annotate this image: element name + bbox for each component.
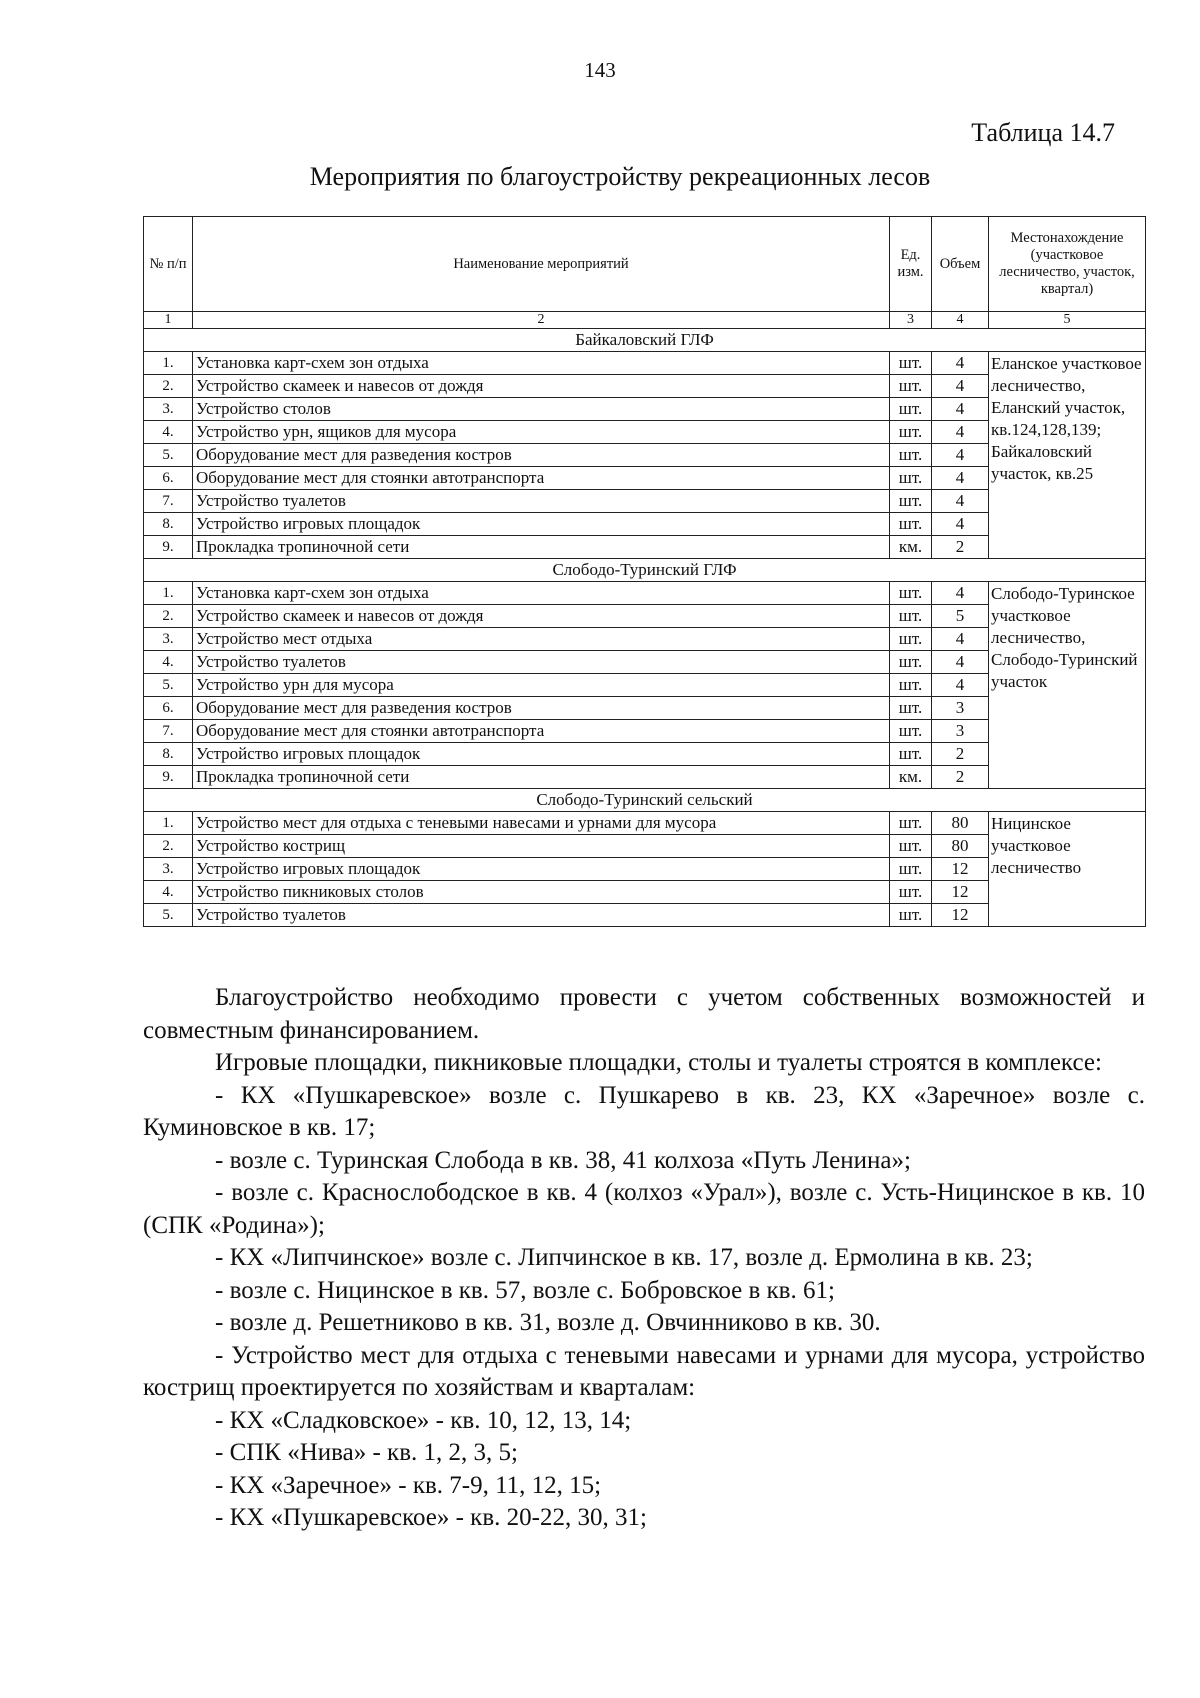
header-unit: Ед. изм.: [890, 217, 932, 312]
activities-table: [143, 216, 1146, 927]
activity-name: Устройство туалетов: [193, 490, 890, 513]
row-number: 8.: [144, 743, 193, 766]
header-number: № п/п: [144, 217, 193, 312]
volume: 4: [932, 490, 989, 513]
volume: 12: [932, 904, 989, 927]
table-label: Таблица 14.7: [971, 118, 1115, 147]
activity-name: Оборудование мест для разведения костров: [193, 697, 890, 720]
activity-name: Устройство мест для отдыха с теневыми навесами и урнами для мусора: [193, 812, 890, 835]
list-item: - Устройство мест для отдыха с теневыми навесами и урнами для мусора, устройство кострищ проектируется по хозяйствам и кварталам:: [143, 1341, 1145, 1401]
activity-name: Оборудование мест для стоянки автотранспорта: [193, 467, 890, 490]
header-location: Местонахождение (участковое лесничество, участок, квартал): [989, 217, 1146, 312]
list-item: - КХ «Липчинское» возле с. Липчинское в кв. 17, возле д. Ермолина в кв. 23;: [215, 1244, 1033, 1271]
row-number: 8.: [144, 513, 193, 536]
volume: 2: [932, 766, 989, 789]
paragraph: Игровые площадки, пикниковые площадки, столы и туалеты строятся в комплексе:: [215, 1049, 1102, 1076]
unit: шт.: [890, 904, 932, 927]
location: Еланское участковое лесничество, Еланский участок, кв.124,128,139; Байкаловский участок, кв.25: [989, 352, 1146, 559]
row-number: 4.: [144, 651, 193, 674]
unit: км.: [890, 536, 932, 559]
column-number: 1: [144, 312, 193, 329]
activity-name: Устройство столов: [193, 398, 890, 421]
list-item: - КХ «Пушкаревское» возле с. Пушкарево в кв. 23, КХ «Заречное» возле с. Куминовское в кв. 17;: [143, 1081, 1145, 1141]
row-number: 1.: [144, 582, 193, 605]
list-item: - возле с. Краснослободское в кв. 4 (колхоз «Урал»), возле с. Усть-Ницинское в кв. 10 (СПК «Родина»);: [143, 1179, 1145, 1239]
activity-name: Устройство урн для мусора: [193, 674, 890, 697]
unit: шт.: [890, 375, 932, 398]
column-number-row: [144, 312, 1146, 329]
list-item: - КХ «Сладковское» - кв. 10, 12, 13, 14;: [215, 1406, 632, 1434]
activity-name: Прокладка тропиночной сети: [193, 536, 890, 559]
body-text: [143, 982, 1145, 1535]
activity-name: Оборудование мест для стоянки автотранспорта: [193, 720, 890, 743]
activity-name: Устройство скамеек и навесов от дождя: [193, 605, 890, 628]
volume: 2: [932, 536, 989, 559]
volume: 4: [932, 444, 989, 467]
volume: 4: [932, 628, 989, 651]
unit: шт.: [890, 835, 932, 858]
unit: шт.: [890, 720, 932, 743]
column-number: 5: [989, 312, 1146, 329]
volume: 4: [932, 467, 989, 490]
unit: шт.: [890, 421, 932, 444]
row-number: 7.: [144, 490, 193, 513]
volume: 2: [932, 743, 989, 766]
activity-name: Устройство урн, ящиков для мусора: [193, 421, 890, 444]
volume: 3: [932, 720, 989, 743]
location: Слободо-Туринское участковое лесничество, Слободо-Туринский участок: [989, 582, 1146, 789]
table-row: [144, 582, 1146, 605]
page-number: 143: [584, 58, 616, 82]
row-number: 5.: [144, 674, 193, 697]
row-number: 7.: [144, 720, 193, 743]
unit: шт.: [890, 812, 932, 835]
activity-name: Установка карт-схем зон отдыха: [193, 582, 890, 605]
row-number: 6.: [144, 697, 193, 720]
activity-name: Прокладка тропиночной сети: [193, 766, 890, 789]
section-header-row: [144, 789, 1146, 812]
volume: 80: [932, 812, 989, 835]
volume: 12: [932, 858, 989, 881]
unit: км.: [890, 766, 932, 789]
unit: шт.: [890, 444, 932, 467]
table-header-row: [144, 217, 1146, 312]
unit: шт.: [890, 881, 932, 904]
column-number: 2: [193, 312, 890, 329]
header-activity-name: Наименование мероприятий: [193, 217, 890, 312]
column-number: 3: [890, 312, 932, 329]
row-number: 5.: [144, 904, 193, 927]
unit: шт.: [890, 858, 932, 881]
volume: 5: [932, 605, 989, 628]
unit: шт.: [890, 697, 932, 720]
unit: шт.: [890, 651, 932, 674]
unit: шт.: [890, 628, 932, 651]
unit: шт.: [890, 743, 932, 766]
activity-name: Оборудование мест для разведения костров: [193, 444, 890, 467]
list-item: - СПК «Нива» - кв. 1, 2, 3, 5;: [215, 1439, 518, 1466]
section-title: Слободо-Туринский сельский: [144, 789, 1146, 812]
volume: 4: [932, 651, 989, 674]
activity-name: Установка карт-схем зон отдыха: [193, 352, 890, 375]
section-title: Байкаловский ГЛФ: [144, 329, 1146, 352]
row-number: 1.: [144, 812, 193, 835]
row-number: 6.: [144, 467, 193, 490]
row-number: 9.: [144, 536, 193, 559]
list-item: - КХ «Пушкаревское» - кв. 20-22, 30, 31;: [215, 1504, 647, 1531]
volume: 4: [932, 352, 989, 375]
list-item: - возле с. Туринская Слобода в кв. 38, 41 колхоза «Путь Ленина»;: [215, 1146, 911, 1174]
unit: шт.: [890, 467, 932, 490]
volume: 4: [932, 582, 989, 605]
unit: шт.: [890, 674, 932, 697]
row-number: 4.: [144, 881, 193, 904]
unit: шт.: [890, 398, 932, 421]
volume: 4: [932, 375, 989, 398]
section-header-row: [144, 329, 1146, 352]
row-number: 9.: [144, 766, 193, 789]
unit: шт.: [890, 513, 932, 536]
activity-name: Устройство игровых площадок: [193, 858, 890, 881]
row-number: 5.: [144, 444, 193, 467]
header-volume: Объем: [932, 217, 989, 312]
row-number: 3.: [144, 398, 193, 421]
table-title: Мероприятия по благоустройству рекреационных лесов: [309, 162, 931, 191]
row-number: 3.: [144, 858, 193, 881]
activity-name: Устройство игровых площадок: [193, 513, 890, 536]
location: Ницинское участковое лесничество: [989, 812, 1146, 927]
volume: 4: [932, 674, 989, 697]
column-number: 4: [932, 312, 989, 329]
activity-name: Устройство пикниковых столов: [193, 881, 890, 904]
row-number: 2.: [144, 605, 193, 628]
row-number: 1.: [144, 352, 193, 375]
unit: шт.: [890, 352, 932, 375]
table-row: [144, 352, 1146, 375]
unit: шт.: [890, 582, 932, 605]
activity-name: Устройство туалетов: [193, 651, 890, 674]
unit: шт.: [890, 490, 932, 513]
table-row: [144, 812, 1146, 835]
list-item: - возле с. Ницинское в кв. 57, возле с. Бобровское в кв. 61;: [215, 1276, 835, 1304]
activity-name: Устройство кострищ: [193, 835, 890, 858]
volume: 4: [932, 421, 989, 444]
section-title: Слободо-Туринский ГЛФ: [144, 559, 1146, 582]
volume: 80: [932, 835, 989, 858]
volume: 3: [932, 697, 989, 720]
volume: 4: [932, 513, 989, 536]
paragraph: Благоустройство необходимо провести с учетом собственных возможностей и совместным финансированием.: [143, 984, 1145, 1044]
unit: шт.: [890, 605, 932, 628]
volume: 12: [932, 881, 989, 904]
activity-name: Устройство игровых площадок: [193, 743, 890, 766]
row-number: 3.: [144, 628, 193, 651]
row-number: 4.: [144, 421, 193, 444]
volume: 4: [932, 398, 989, 421]
list-item: - КХ «Заречное» - кв. 7-9, 11, 12, 15;: [215, 1471, 602, 1499]
activity-name: Устройство туалетов: [193, 904, 890, 927]
section-header-row: [144, 559, 1146, 582]
list-item: - возле д. Решетниково в кв. 31, возле д. Овчинниково в кв. 30.: [215, 1309, 881, 1336]
row-number: 2.: [144, 375, 193, 398]
row-number: 2.: [144, 835, 193, 858]
activity-name: Устройство скамеек и навесов от дождя: [193, 375, 890, 398]
activity-name: Устройство мест отдыха: [193, 628, 890, 651]
